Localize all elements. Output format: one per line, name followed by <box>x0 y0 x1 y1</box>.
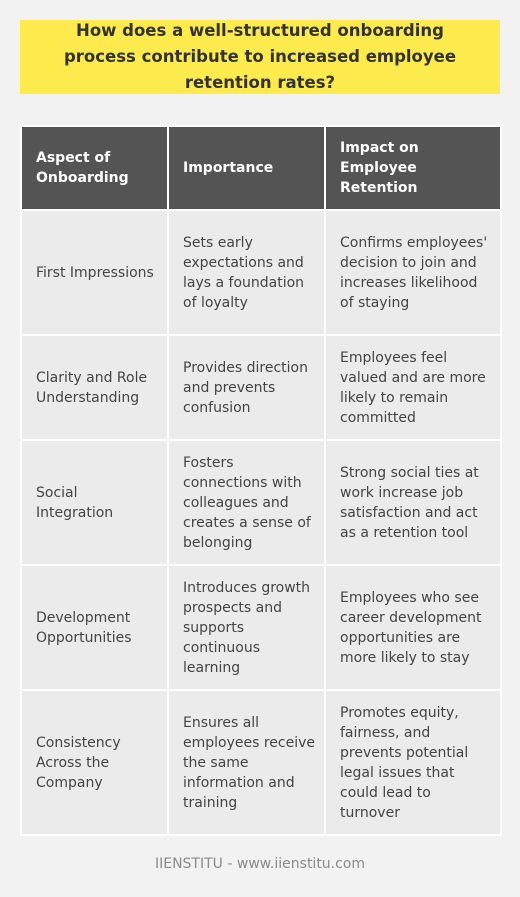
aspect-cell: Consistency Across the Company <box>22 691 167 834</box>
aspect-cell: Social Integration <box>22 441 167 564</box>
column-header-impact: Impact on Employee Retention <box>326 127 500 209</box>
importance-cell: Fosters connections with colleagues and creates a sense of belonging <box>169 441 324 564</box>
table-row <box>22 691 500 834</box>
importance-cell: Introduces growth prospects and supports continuous learning <box>169 566 324 689</box>
page-title: How does a well-structured onboarding process contribute to increased employee retention rates? <box>63 21 457 92</box>
table-row <box>22 211 500 334</box>
onboarding-table <box>20 125 502 836</box>
aspect-cell: First Impressions <box>22 211 167 334</box>
table-row <box>22 441 500 564</box>
column-header-importance: Importance <box>169 127 324 209</box>
column-header-aspect: Aspect of Onboarding <box>22 127 167 209</box>
impact-cell: Employees who see career development opportunities are more likely to stay <box>326 566 500 689</box>
importance-cell: Sets early expectations and lays a foundation of loyalty <box>169 211 324 334</box>
aspect-cell: Development Opportunities <box>22 566 167 689</box>
table-row <box>22 566 500 689</box>
impact-cell: Employees feel valued and are more likely to remain committed <box>326 336 500 439</box>
footer-credit: IIENSTITU - www.iienstitu.com <box>154 856 366 872</box>
impact-cell: Confirms employees' decision to join and increases likelihood of staying <box>326 211 500 334</box>
table-row <box>22 336 500 439</box>
impact-cell: Promotes equity, fairness, and prevents potential legal issues that could lead to turnover <box>326 691 500 834</box>
impact-cell: Strong social ties at work increase job satisfaction and act as a retention tool <box>326 441 500 564</box>
title-banner <box>20 20 500 94</box>
importance-cell: Ensures all employees receive the same information and training <box>169 691 324 834</box>
importance-cell: Provides direction and prevents confusion <box>169 336 324 439</box>
table-header-row <box>22 127 500 209</box>
aspect-cell: Clarity and Role Understanding <box>22 336 167 439</box>
